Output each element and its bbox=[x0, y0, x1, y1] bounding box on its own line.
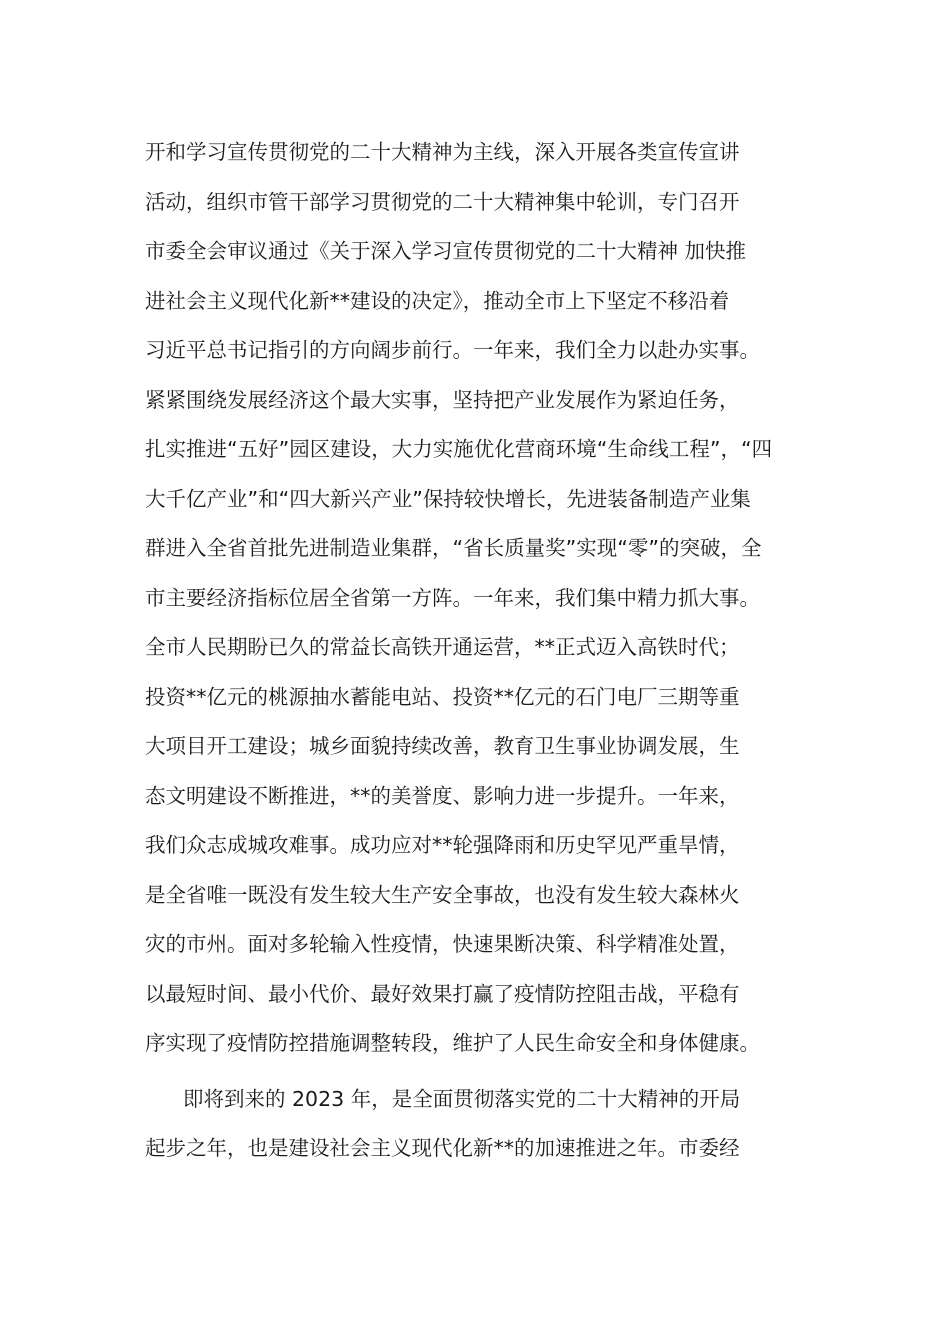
paragraph-2 bbox=[145, 1075, 825, 1174]
text-line: 我们众志成城攻难事。成功应对**轮强降雨和历史罕见严重旱情， bbox=[145, 833, 740, 857]
text-line: 市主要经济指标位居全省第一方阵。一年来，我们集中精力抓大事。 bbox=[145, 585, 760, 610]
text-line: 习近平总书记指引的方向阔步前行。一年来，我们全力以赴办实事。 bbox=[145, 338, 760, 362]
document-body bbox=[145, 128, 825, 1174]
text-line: 活动，组织市管干部学习贯彻党的二十大精神集中轮训，专门召开 bbox=[145, 189, 740, 214]
text-line: 扎实推进“五好”园区建设，大力实施优化营商环境“生命线工程”，“四 bbox=[145, 437, 773, 461]
text-line: 开和学习宣传贯彻党的二十大精神为主线，深入开展各类宣传宣讲 bbox=[145, 140, 740, 164]
text-line: 市委全会审议通过《关于深入学习宣传贯彻党的二十大精神 加快推 bbox=[145, 239, 747, 263]
paragraph-1 bbox=[145, 128, 825, 1069]
text-line: 紧紧围绕发展经济这个最大实事，坚持把产业发展作为紧迫任务， bbox=[145, 387, 740, 412]
text-line: 群进入全省首批先进制造业集群，“省长质量奖”实现“零”的突破，全 bbox=[145, 536, 762, 560]
text-line: 即将到来的 2023 年，是全面贯彻落实党的二十大精神的开局 bbox=[183, 1086, 741, 1111]
text-line: 投资**亿元的桃源抽水蓄能电站、投资**亿元的石门电厂三期等重 bbox=[145, 684, 740, 709]
text-line: 大项目开工建设；城乡面貌持续改善，教育卫生事业协调发展，生 bbox=[145, 734, 740, 758]
text-line: 灾的市州。面对多轮输入性疫情，快速果断决策、科学精准处置， bbox=[145, 932, 740, 956]
text-line: 大千亿产业”和“四大新兴产业”保持较快增长，先进装备制造产业集 bbox=[145, 486, 751, 511]
text-line: 序实现了疫情防控措施调整转段，维护了人民生命安全和身体健康。 bbox=[145, 1031, 760, 1055]
text-line: 以最短时间、最小代价、最好效果打赢了疫情防控阻击战，平稳有 bbox=[145, 981, 740, 1006]
text-line: 起步之年，也是建设社会主义现代化新**的加速推进之年。市委经 bbox=[145, 1136, 740, 1160]
text-line: 是全省唯一既没有发生较大生产安全事故，也没有发生较大森林火 bbox=[145, 882, 740, 907]
text-line: 态文明建设不断推进，**的美誉度、影响力进一步提升。一年来， bbox=[145, 783, 740, 808]
text-line: 进社会主义现代化新**建设的决定》，推动全市上下坚定不移沿着 bbox=[145, 288, 730, 313]
text-line: 全市人民期盼已久的常益长高铁开通运营，**正式迈入高铁时代； bbox=[145, 635, 740, 659]
